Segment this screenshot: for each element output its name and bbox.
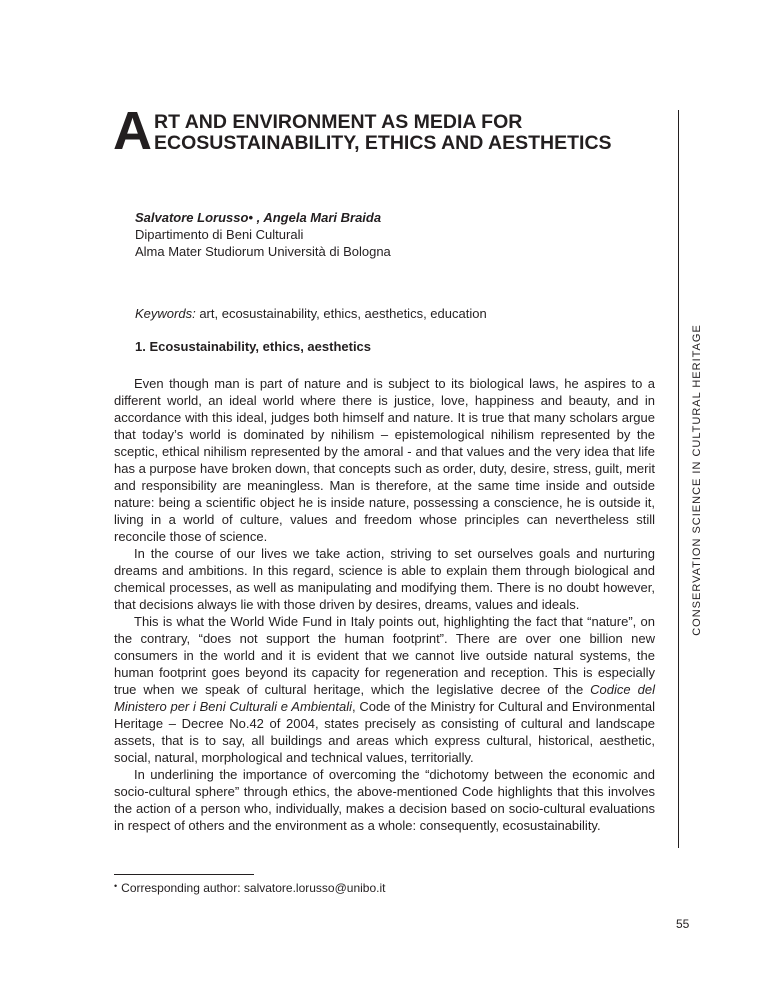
- footnote-text: Corresponding author: salvatore.lorusso@unibo.it: [121, 881, 386, 895]
- author-names: Salvatore Lorusso• , Angela Mari Braida: [135, 210, 382, 225]
- paragraph: In the course of our lives we take action, striving to set ourselves goals and nurturing dreams and ambitions. In this regard, science is able to explain them through biological and chemical processes, as well as manipulating and modifying them. There is no doubt however, that decisions always lie with those driven by desires, dreams, values and ideals.: [114, 546, 655, 612]
- section-heading: 1. Ecosustainability, ethics, aesthetics: [135, 339, 372, 354]
- title-line-2: ECOSUSTAINABILITY, ETHICS AND AESTHETICS: [154, 132, 612, 154]
- article-title: [113, 101, 673, 164]
- paragraph-text: This is what the World Wide Fund in Italy points out, highlighting the fact that “nature”, on the contrary, “does not support the human footprint”. There are over one billion new consumers in the world and it is evident that we cannot live outside natural systems, the human footprint goes beyond its capacity for regeneration and reception. This is especially true when we speak of cultural heritage, which the legislative decree of the: [114, 614, 655, 697]
- article-body: [114, 375, 655, 834]
- footnote-mark: •: [114, 881, 118, 891]
- page-number: 55: [676, 917, 690, 931]
- title-drop-cap: A: [113, 101, 152, 161]
- margin-rule: [678, 110, 679, 848]
- paragraph: Even though man is part of nature and is subject to its biological laws, he aspires to a different world, an ideal world where there is justice, love, happiness and beauty, and in accordance with this ideal, judges both himself and nature. It is true that many scholars argue that today’s world is dominated by nihilism – epistemological nihilism represented by the sceptic, ethical nihilism represented by the amoral - and that values and the very idea that life has a purpose have broken down, that concepts such as order, duty, desire, stress, guilt, merit and responsibility are meaningless. Man is therefore, at the same time inside and outside nature: being a scientific object he is inside nature, possessing a conscience, he is outside it, living in a world of culture, values and freedom whose principles can nevertheless still reconcile those of science.: [114, 376, 655, 544]
- footnote-divider: [114, 874, 254, 875]
- keywords-label: Keywords:: [135, 306, 196, 321]
- keywords-line: [135, 306, 487, 321]
- affiliation-department: Dipartimento di Beni Culturali: [135, 227, 304, 242]
- author-block: [135, 209, 391, 260]
- paragraph: [114, 613, 655, 766]
- code-title-italic: Codice del Ministero per i Beni Culturali e Ambientali: [114, 682, 655, 714]
- journal-name: CONSERVATION SCIENCE IN CULTURAL HERITAGE: [691, 324, 703, 636]
- paragraph-text: , Code of the Ministry for Cultural and Environmental Heritage – Decree No.42 of 2004, states precisely as consisting of cultural and landscape assets, that is to say, all buildings and areas which express cultural, historical, aesthetic, social, natural, morphological and technical values, territorially.: [114, 699, 656, 765]
- footnote: [114, 881, 385, 895]
- paragraph: In underlining the importance of overcoming the “dichotomy between the economic and socio-cultural sphere” through ethics, the above-mentioned Code highlights that this involves the action of a person who, individually, makes a decision based on socio-cultural evaluations in respect of others and the environment as a whole: consequently, ecosustainability.: [114, 767, 655, 833]
- title-line-1: RT AND ENVIRONMENT AS MEDIA FOR: [154, 111, 523, 133]
- keywords-value: art, ecosustainability, ethics, aesthetics, education: [195, 306, 487, 321]
- affiliation-university: Alma Mater Studiorum Università di Bologna: [135, 244, 391, 259]
